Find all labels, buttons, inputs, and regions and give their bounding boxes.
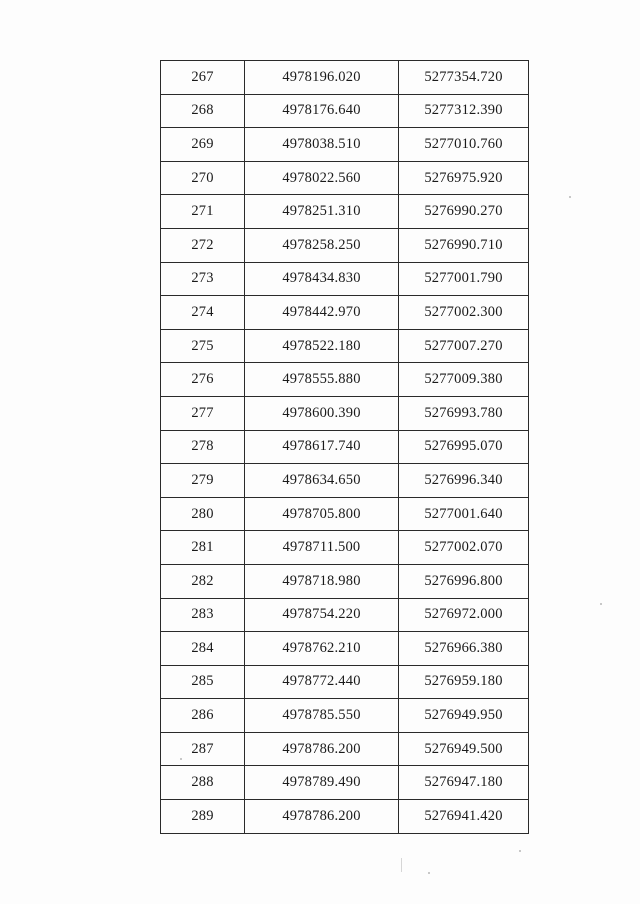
x-coordinate-cell: 4978617.740 [245, 430, 399, 464]
x-coordinate-cell: 4978022.560 [245, 161, 399, 195]
y-coordinate-cell: 5276949.950 [399, 699, 529, 733]
point-number-cell: 276 [161, 363, 245, 397]
x-coordinate-cell: 4978555.880 [245, 363, 399, 397]
y-coordinate-cell: 5277010.760 [399, 128, 529, 162]
table-row [161, 464, 529, 498]
scan-speck [180, 758, 182, 760]
y-coordinate-cell: 5277312.390 [399, 94, 529, 128]
y-coordinate-cell: 5276959.180 [399, 665, 529, 699]
y-coordinate-cell: 5277001.790 [399, 262, 529, 296]
point-number-cell: 274 [161, 296, 245, 330]
scan-speck [569, 196, 571, 198]
point-number-cell: 278 [161, 430, 245, 464]
y-coordinate-cell: 5276996.340 [399, 464, 529, 498]
point-number-cell: 275 [161, 329, 245, 363]
point-number-cell: 268 [161, 94, 245, 128]
x-coordinate-cell: 4978251.310 [245, 195, 399, 229]
x-coordinate-cell: 4978785.550 [245, 699, 399, 733]
x-coordinate-cell: 4978434.830 [245, 262, 399, 296]
table-row [161, 94, 529, 128]
y-coordinate-cell: 5277001.640 [399, 497, 529, 531]
table-row [161, 430, 529, 464]
table-row [161, 329, 529, 363]
scan-speck [401, 858, 402, 872]
y-coordinate-cell: 5277002.070 [399, 531, 529, 565]
table-row [161, 497, 529, 531]
table-row [161, 296, 529, 330]
x-coordinate-cell: 4978718.980 [245, 564, 399, 598]
point-number-cell: 287 [161, 732, 245, 766]
point-number-cell: 267 [161, 61, 245, 95]
point-number-cell: 270 [161, 161, 245, 195]
scan-speck [519, 850, 521, 852]
y-coordinate-cell: 5276947.180 [399, 766, 529, 800]
point-number-cell: 285 [161, 665, 245, 699]
point-number-cell: 280 [161, 497, 245, 531]
table-row [161, 396, 529, 430]
table-row [161, 632, 529, 666]
x-coordinate-cell: 4978634.650 [245, 464, 399, 498]
point-number-cell: 288 [161, 766, 245, 800]
y-coordinate-cell: 5276995.070 [399, 430, 529, 464]
table-row [161, 61, 529, 95]
table-row [161, 564, 529, 598]
point-number-cell: 279 [161, 464, 245, 498]
table-row [161, 228, 529, 262]
x-coordinate-cell: 4978762.210 [245, 632, 399, 666]
scan-speck [428, 872, 430, 874]
y-coordinate-cell: 5276990.710 [399, 228, 529, 262]
y-coordinate-cell: 5276949.500 [399, 732, 529, 766]
table-row [161, 128, 529, 162]
coordinate-table-body [161, 61, 529, 834]
table-row [161, 262, 529, 296]
table-row [161, 732, 529, 766]
table-row [161, 699, 529, 733]
x-coordinate-cell: 4978786.200 [245, 800, 399, 834]
point-number-cell: 269 [161, 128, 245, 162]
table-row [161, 800, 529, 834]
point-number-cell: 272 [161, 228, 245, 262]
y-coordinate-cell: 5276941.420 [399, 800, 529, 834]
x-coordinate-cell: 4978258.250 [245, 228, 399, 262]
table-row [161, 766, 529, 800]
x-coordinate-cell: 4978038.510 [245, 128, 399, 162]
table-row [161, 531, 529, 565]
table-row [161, 161, 529, 195]
table-row [161, 665, 529, 699]
point-number-cell: 277 [161, 396, 245, 430]
x-coordinate-cell: 4978786.200 [245, 732, 399, 766]
x-coordinate-cell: 4978772.440 [245, 665, 399, 699]
x-coordinate-cell: 4978754.220 [245, 598, 399, 632]
point-number-cell: 283 [161, 598, 245, 632]
x-coordinate-cell: 4978711.500 [245, 531, 399, 565]
y-coordinate-cell: 5277007.270 [399, 329, 529, 363]
table-row [161, 598, 529, 632]
x-coordinate-cell: 4978600.390 [245, 396, 399, 430]
point-number-cell: 289 [161, 800, 245, 834]
y-coordinate-cell: 5276993.780 [399, 396, 529, 430]
coordinate-table [160, 60, 529, 834]
y-coordinate-cell: 5277002.300 [399, 296, 529, 330]
y-coordinate-cell: 5276996.800 [399, 564, 529, 598]
x-coordinate-cell: 4978442.970 [245, 296, 399, 330]
y-coordinate-cell: 5276990.270 [399, 195, 529, 229]
y-coordinate-cell: 5276975.920 [399, 161, 529, 195]
y-coordinate-cell: 5277009.380 [399, 363, 529, 397]
table-row [161, 195, 529, 229]
point-number-cell: 281 [161, 531, 245, 565]
point-number-cell: 273 [161, 262, 245, 296]
x-coordinate-cell: 4978196.020 [245, 61, 399, 95]
point-number-cell: 284 [161, 632, 245, 666]
x-coordinate-cell: 4978789.490 [245, 766, 399, 800]
x-coordinate-cell: 4978176.640 [245, 94, 399, 128]
point-number-cell: 271 [161, 195, 245, 229]
x-coordinate-cell: 4978705.800 [245, 497, 399, 531]
y-coordinate-cell: 5277354.720 [399, 61, 529, 95]
y-coordinate-cell: 5276966.380 [399, 632, 529, 666]
point-number-cell: 282 [161, 564, 245, 598]
scan-speck [600, 603, 602, 605]
y-coordinate-cell: 5276972.000 [399, 598, 529, 632]
x-coordinate-cell: 4978522.180 [245, 329, 399, 363]
table-row [161, 363, 529, 397]
point-number-cell: 286 [161, 699, 245, 733]
